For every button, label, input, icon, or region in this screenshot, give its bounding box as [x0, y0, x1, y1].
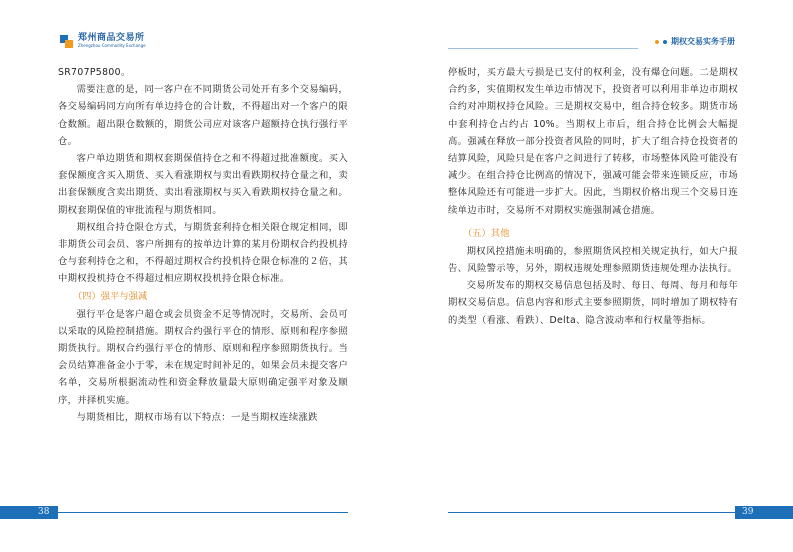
paragraph: 与期货相比，期权市场有以下特点：一是当期权连续涨跌 [76, 411, 318, 423]
paragraph: 强行平仓是客户超仓或会员资金不足等情况时，交易所、会员可以采取的风险控制措施。期权合约强行平仓的情形、原则和程序参照期货执行。期权合约强行平仓的情形、原则和程序参照期货执行。当会员结算准备金小于零，未在规定时间补足的，如果会员未提交客户名单，交易所根据流动性和资金释放量最大原则确定强平对象及顺序，并择机实施。 [58, 308, 348, 406]
paragraph: 期权组合持仓限仓方式，与期货套利持仓相关限仓规定相同，即非期货公司会员、客户所拥有的按单边计算的某月份期权合约投机持仓与套利持仓之和，不得超过期权合约投机持仓限仓标准的２倍，其中期权投机持仓不得超过相应期权投机持仓限仓标准。 [58, 221, 348, 285]
logo-english-name: Zhengzhou Commodity Exchange [78, 43, 146, 48]
paragraph: 交易所发布的期权交易信息包括及时、每日、每周、每月和每年期权交易信息。信息内容和形式主要参照期货，同时增加了期权特有的类型（看涨、看跌）、Delta、隐含波动率和行权量等指标。 [448, 280, 738, 326]
section-heading: （五）其他 [462, 227, 510, 239]
paragraph: 期权风控措施未明确的，参照期货风控相关规定执行，如大户报告、风险警示等，另外，期权违规处理参照期货违规处理办法执行。 [448, 245, 738, 275]
paragraph: 需要注意的是，同一客户在不同期货公司处开有多个交易编码，各交易编码同方向所有单边持仓的合计数，不得超出对一个客户的限仓数额。超出限仓数额的，期货公司应对该客户超额持仓执行强行平仓。 [58, 84, 348, 147]
paragraph: 客户单边期货和期权套期保值持仓之和不得超过批准额度。买入套保额度含买入期货、买入看涨期权与卖出看跌期权持仓量之和，卖出套保额度含卖出期货、卖出看涨期权与买入看跌期权持仓量之和。期权套期保值的审批流程与期货相同。 [58, 153, 348, 216]
header-rule [448, 48, 638, 49]
footer-rule-left [58, 512, 348, 513]
footer-rule-right [448, 512, 735, 513]
page-number-right: 39 [742, 507, 754, 517]
paragraph: 停板时，买方最大亏损是已支付的权利金，没有爆仓问题。二是期权合约多，实值期权发生单边市情况下，投资者可以利用非单边市期权合约对冲期权持仓风险。三是期权交易中，组合持仓较多。期货市场中套利持仓占约占 10%。当期权上市后，组合持仓比例会大幅提高。强减在释放一部分投资者风险的同时，扩大了组合持仓投资者的结算风险，风险只是在客户之间进行了转移，市场整体风险可能没有减少。在组合持仓比例高的情况下，强减可能会带来连锁反应，市场整体风险还有可能进一步扩大。因此，当期权价格出现三个交易日连续单边市时，交易所不对期权实施强制减仓措施。 [448, 67, 738, 216]
paragraph: SR707P5800。 [58, 67, 131, 78]
section-heading: （四）强平与强减 [72, 290, 148, 302]
exchange-logo [60, 34, 146, 48]
orange-dot-icon [655, 40, 659, 44]
logo-chinese-name: 郑州商品交易所 [78, 33, 145, 43]
page-number-left: 38 [38, 507, 50, 517]
right-page-body [448, 64, 738, 329]
running-header [655, 36, 735, 47]
left-page-body [58, 64, 348, 426]
book-title: 期权交易实务手册 [671, 37, 735, 46]
exchange-logo-icon [60, 35, 73, 48]
blue-dot-icon [663, 40, 667, 44]
